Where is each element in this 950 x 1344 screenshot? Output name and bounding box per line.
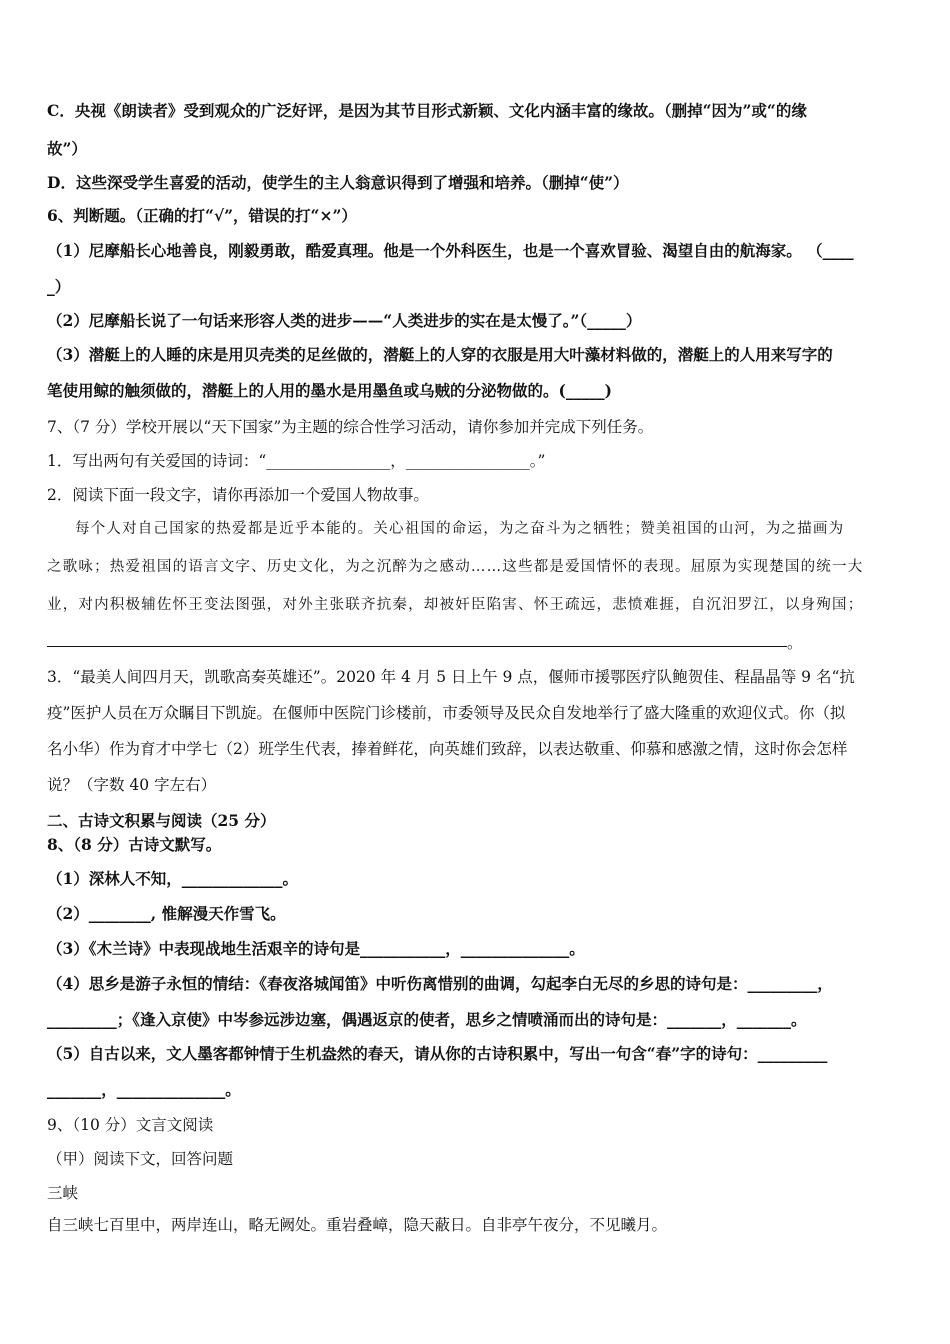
q7-heading: 7、（7 分）学校开展以“天下国家”为主题的综合性学习活动，请你参加并完成下列任务。	[47, 418, 654, 436]
passage-line1: 每个人对自己国家的热爱都是近乎本能的。关心祖国的命运，为之奋斗为之牺牲；赞美祖国的山河，为之描画为	[75, 521, 845, 537]
q6-item2: （2）尼摩船长说了一句话来形容人类的进步——“人类进步的实在是太慢了。”（_____）	[47, 311, 642, 330]
q8-item4-line2: _________；《逢入京使》中岑参远涉边塞，偶遇返京的使者，思乡之情喷涌而出的诗句是：_______，_______。	[47, 1010, 807, 1029]
q7-task3-line3: 名小华）作为育才中学七（2）班学生代表，捧着鲜花，向英雄们致辞，以表达敬重、仰慕和感激之情，这时你会怎样	[47, 740, 848, 758]
q7-task1: 1．写出两句有关爱国的诗词：“________________，________________。”	[47, 452, 546, 470]
q6-item3-line2: 笔使用鲸的触须做的，潜艇上的人用的墨水是用墨鱼或乌贼的分泌物做的。(_____)	[47, 381, 612, 400]
section-2-heading: 二、古诗文积累与阅读（25 分）	[47, 811, 276, 830]
q9-heading: 9、（10 分）文言文阅读	[47, 1116, 214, 1134]
passage-title: 三峡	[47, 1184, 79, 1202]
q7-task2: 2．阅读下面一段文字，请你再添加一个爱国人物故事。	[47, 486, 429, 504]
q9-part-a: （甲）阅读下文，回答问题	[47, 1150, 234, 1168]
option-c-line2: 故”）	[47, 139, 87, 158]
passage-end-period: 。	[787, 634, 803, 652]
q8-item3: （3）《木兰诗》中表现战地生活艰辛的诗句是___________，______________。	[47, 939, 585, 958]
answer-blank-line	[47, 646, 787, 647]
passage-line3: 业，对内积极辅佐怀王变法图强，对外主张联齐抗秦，却被奸臣陷害、怀王疏远，悲愤难捱，自沉汨罗江，以身殉国；	[47, 597, 864, 613]
q8-item1: （1）深林人不知，_____________。	[47, 869, 299, 888]
q6-heading: 6、判断题。（正确的打“√”，错误的打“×”）	[47, 206, 357, 225]
q8-item5-line2: _______，______________。	[47, 1080, 241, 1099]
q7-task3-line1: 3．“最美人间四月天，凯歌高奏英雄还”。2020 年 4 月 5 日上午 9 点，偃师市援鄂医疗队鲍贺佳、程晶晶等 9 名“抗	[47, 668, 855, 686]
q7-task3-line4: 说？（字数 40 字左右）	[47, 776, 217, 794]
q8-item5-line1: （5）自古以来，文人墨客都钟情于生机盎然的春天，请从你的古诗积累中，写出一句含“春”字的诗句：_________	[47, 1044, 828, 1063]
q6-item1-line1: （1）尼摩船长心地善良，刚毅勇敢，酷爱真理。他是一个外科医生，也是一个喜欢冒验、渴望自由的航海家。 （____	[47, 241, 854, 260]
option-c-line1: C．央视《朗读者》受到观众的广泛好评，是因为其节目形式新颖、文化内涵丰富的缘故。（删掉“因为”或“的缘	[47, 101, 807, 120]
passage-body-line1: 自三峡七百里中，两岸连山，略无阙处。重岩叠嶂，隐天蔽日。自非亭午夜分，不见曦月。	[47, 1216, 668, 1234]
q6-item3-line1: （3）潜艇上的人睡的床是用贝壳类的足丝做的，潜艇上的人穿的衣服是用大叶藻材料做的，潜艇上的人用来写字的	[47, 345, 833, 364]
q8-item2: （2）________, 惟解漫天作雪飞。	[47, 904, 286, 923]
passage-line2: 之歌咏；热爱祖国的语言文字、历史文化，为之沉醉为之感动……这些都是爱国情怀的表现。屈原为实现楚国的统一大	[47, 559, 864, 575]
q7-task3-line2: 疫”医护人员在万众瞩目下凯旋。在偃师中医院门诊楼前，市委领导及民众自发地举行了盛大隆重的欢迎仪式。你（拟	[47, 704, 846, 722]
option-d: D．这些深受学生喜爱的活动，使学生的主人翁意识得到了增强和培养。（删掉“使”）	[47, 173, 629, 192]
q8-item4-line1: （4）思乡是游子永恒的情结：《春夜洛城闻笛》中听伤离惜别的曲调，勾起李白无尽的乡思的诗句是：_________，	[47, 974, 833, 993]
q6-item1-line2: _）	[47, 277, 71, 296]
q8-heading: 8、（8 分）古诗文默写。	[47, 835, 222, 854]
